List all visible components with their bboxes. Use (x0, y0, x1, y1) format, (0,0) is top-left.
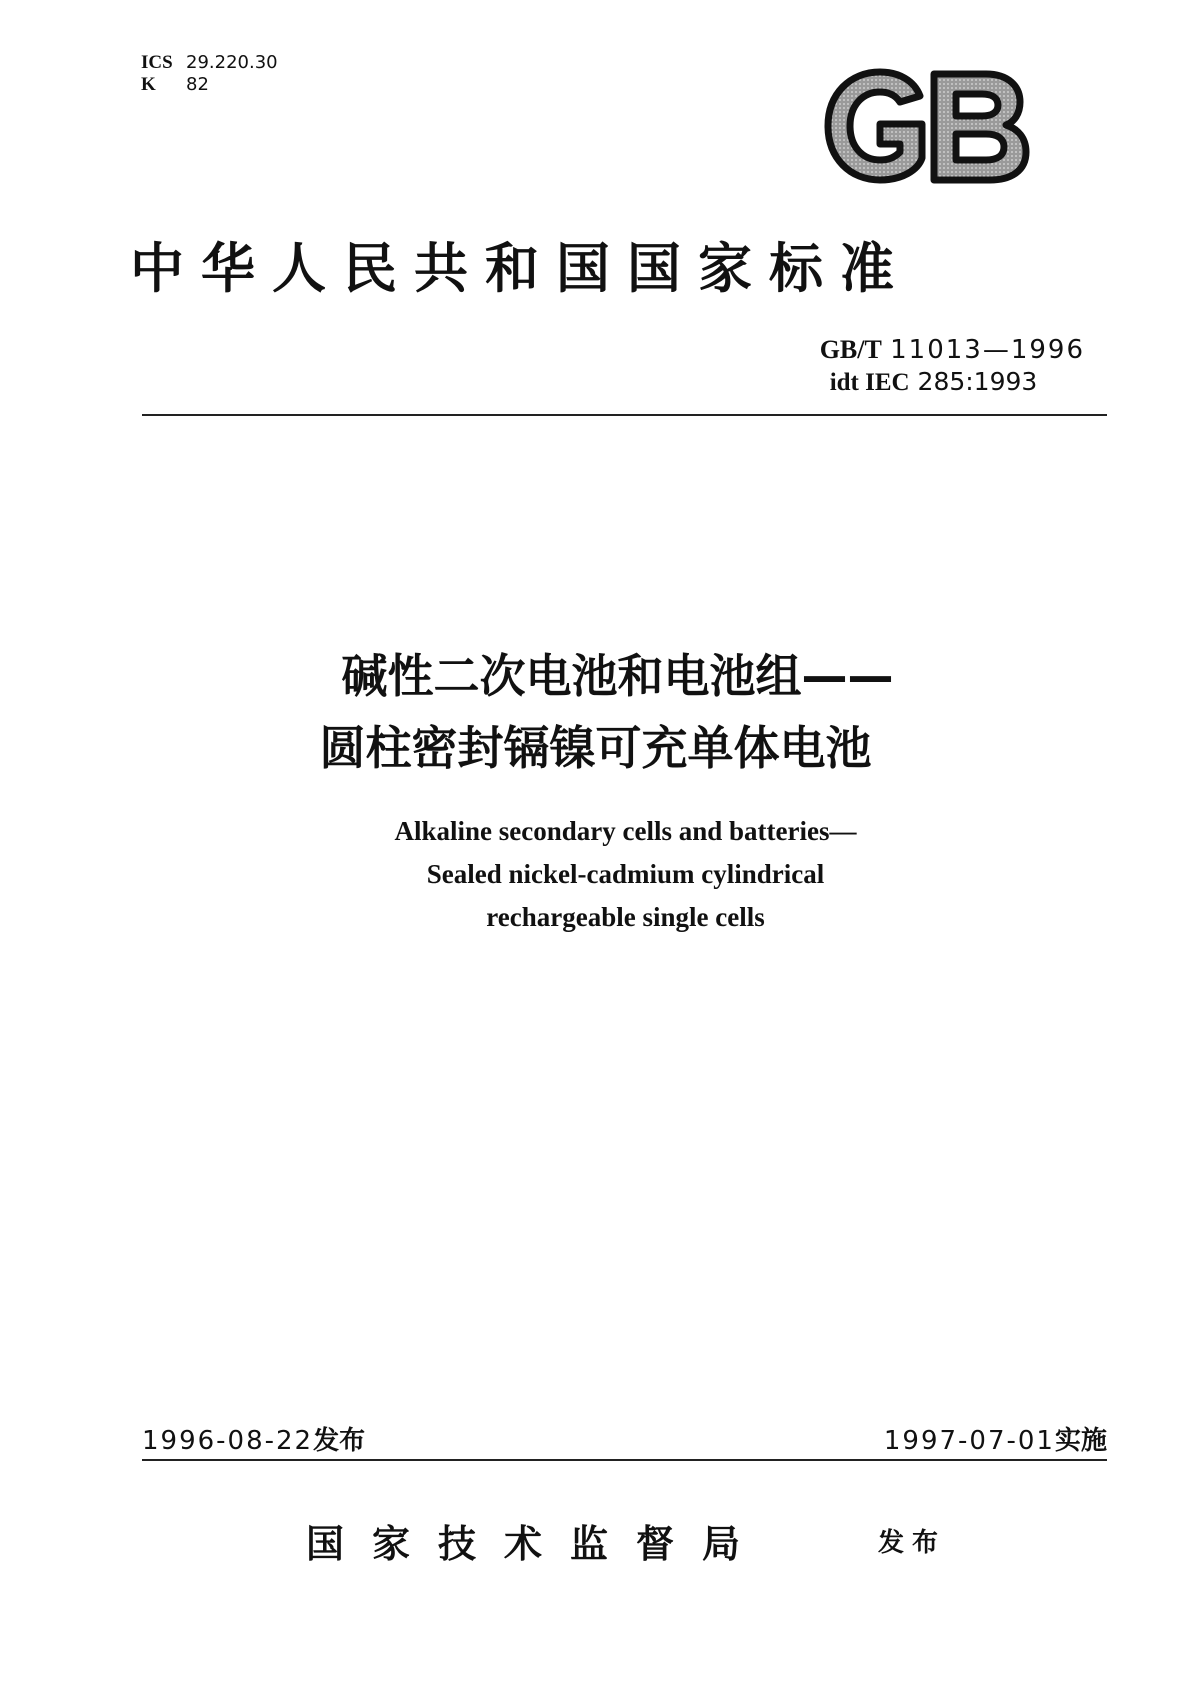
title-cn-line-2: 圆柱密封镉镍可充单体电池 (319, 721, 872, 775)
title-en-line-2: Sealed nickel-cadmium cylindrical (426, 859, 825, 889)
equivalence-prefix: idt IEC (829, 369, 910, 396)
title-chinese (0, 640, 1191, 784)
footer-divider (142, 1459, 1107, 1461)
ics-label: ICS (141, 52, 173, 73)
title-en-line-3: rechargeable single cells (486, 902, 765, 932)
issue-date (142, 1420, 365, 1457)
ccs-line (141, 74, 278, 96)
classification-codes (141, 52, 278, 96)
standard-code-line (820, 334, 1085, 366)
gb-logo (822, 66, 1032, 186)
national-standard-heading: 中华人民共和国国家标准 (130, 236, 911, 300)
header-divider (142, 414, 1107, 416)
standard-code-number: 11013—1996 (890, 335, 1085, 365)
issue-date-value: 1996-08-22 (142, 1426, 314, 1456)
ics-code: 29.220.30 (186, 52, 278, 73)
issuing-action: 发布 (878, 1528, 947, 1558)
implement-date-suffix: 实施 (1054, 1426, 1107, 1456)
ccs-label: K (141, 74, 156, 95)
issue-date-suffix: 发布 (313, 1426, 366, 1456)
implement-date-value: 1997-07-01 (883, 1426, 1055, 1456)
dates-row (142, 1420, 1107, 1460)
standard-numbers (820, 334, 1085, 399)
standard-code-prefix: GB/T (819, 335, 882, 364)
issuing-authority: 国家技术监督局 (306, 1521, 769, 1566)
title-cn-line-1: 碱性二次电池和电池组—— (341, 649, 894, 703)
title-english (0, 810, 1191, 939)
ics-line (141, 52, 278, 74)
equivalence-line (820, 366, 1085, 399)
ccs-code: 82 (186, 74, 209, 95)
implement-date (884, 1420, 1107, 1457)
title-en-line-1: Alkaline secondary cells and batteries— (394, 816, 857, 846)
equivalence-number: 285:1993 (917, 367, 1038, 396)
